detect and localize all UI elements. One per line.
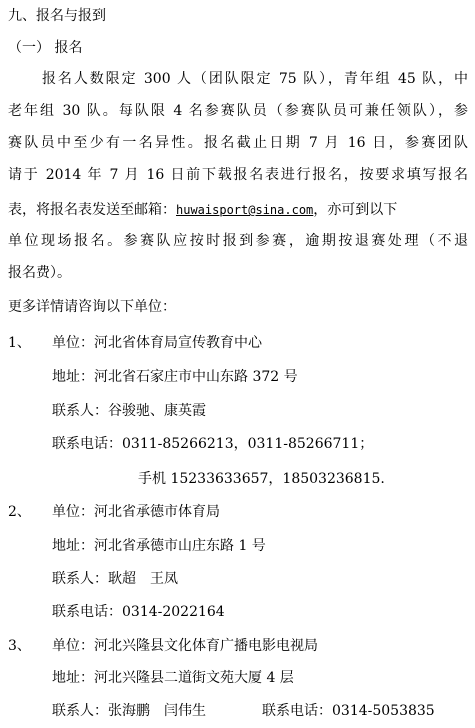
unit-contact: 联系人：耿超 王凤	[52, 571, 178, 587]
unit-contact: 联系人：张海鹏 闫伟生	[52, 703, 206, 719]
paragraph-line-5-post: ，亦可到以下	[313, 202, 398, 218]
paragraph-line-5	[8, 201, 397, 219]
email-link[interactable]: huwaisport@sina.com	[176, 203, 314, 217]
unit-number: 3、	[8, 638, 31, 654]
paragraph-line-7: 报名费）。	[8, 265, 71, 281]
paragraph-line-6: 单位现场报名。参赛队应按时报到参赛，逾期按退赛处理（不退	[8, 233, 468, 249]
consult-intro: 更多详情请咨询以下单位：	[8, 299, 176, 315]
paragraph-line-1: 报名人数限定 300 人（团队限定 75 队），青年组 45 队，中	[42, 71, 468, 87]
unit-phone: 联系电话：0311-85266213，0311-85266711；	[52, 436, 374, 452]
unit-phone: 联系电话：0314-5053835	[262, 703, 435, 719]
unit-phone: 联系电话：0314-2022164	[52, 604, 225, 620]
paragraph-line-3: 赛队员中至少有一名异性。报名截止日期 7 月 16 日，参赛团队	[8, 135, 468, 151]
section-heading: 九、报名与报到	[8, 8, 106, 24]
unit-mobile: 手机 15233633657，18503236815.	[138, 471, 385, 487]
paragraph-line-4: 请于 2014 年 7 月 16 日前下载报名表进行报名，按要求填写报名	[8, 167, 468, 183]
unit-number: 1、	[8, 335, 31, 351]
paragraph-line-5-pre: 表，将报名表发送至邮箱：	[8, 202, 176, 218]
unit-number: 2、	[8, 504, 31, 520]
unit-name: 单位：河北兴隆县文化体育广播电影电视局	[52, 638, 318, 654]
unit-address: 地址：河北省承德市山庄东路 1 号	[52, 538, 266, 554]
sub-heading: （一） 报名	[8, 40, 83, 56]
paragraph-line-2: 老年组 30 队。每队限 4 名参赛队员（参赛队员可兼任领队），参	[8, 103, 468, 119]
unit-address: 地址：河北省石家庄市中山东路 372 号	[52, 369, 298, 385]
unit-name: 单位：河北省承德市体育局	[52, 504, 220, 520]
unit-address: 地址：河北兴隆县二道街文苑大厦 4 层	[52, 670, 294, 686]
unit-contact: 联系人：谷骏驰、康英霞	[52, 403, 206, 419]
unit-name: 单位：河北省体育局宣传教育中心	[52, 335, 262, 351]
